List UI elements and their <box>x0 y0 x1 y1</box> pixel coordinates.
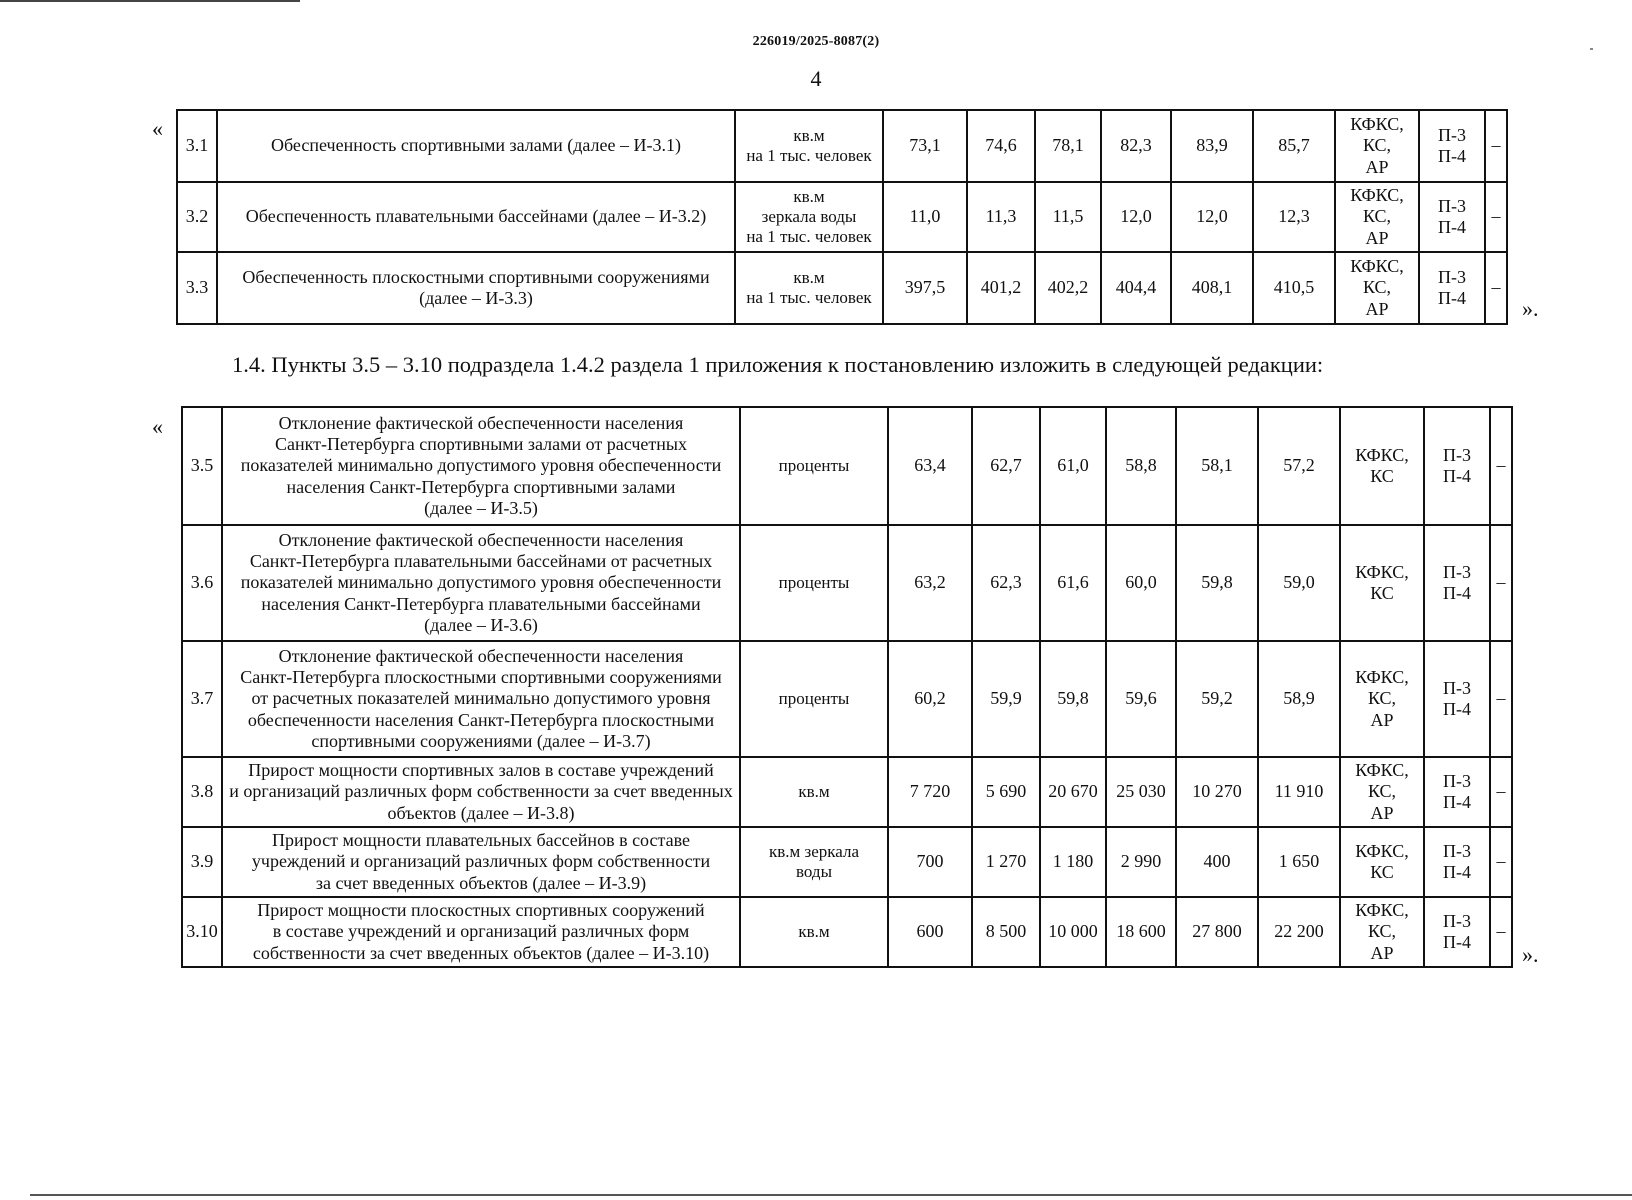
program-cell: П-3 П-4 <box>1424 641 1490 757</box>
table-row <box>182 525 1512 641</box>
executor-cell: КФКС, КС <box>1340 407 1424 525</box>
indicator-name: Обеспеченность плавательными бассейнами (далее – И-3.2) <box>217 182 735 252</box>
unit-cell: кв.м <box>740 757 888 827</box>
program-cell: П-3 П-4 <box>1424 525 1490 641</box>
table-row <box>177 182 1507 252</box>
note-cell: – <box>1485 252 1507 324</box>
value-cell: 18 600 <box>1106 897 1176 967</box>
table-row <box>182 641 1512 757</box>
close-quote-table1: ». <box>1522 296 1539 321</box>
executor-cell: КФКС, КС <box>1340 827 1424 897</box>
value-cell: 58,1 <box>1176 407 1258 525</box>
indicator-name: Отклонение фактической обеспеченности населения Санкт-Петербурга плавательными бассейнами от расчетных показателей минимально допустимого уровня обеспеченности населения Санкт-Петербурга плавательными бассейнами (далее – И-3.6) <box>222 525 740 641</box>
value-cell: 62,3 <box>972 525 1040 641</box>
program-cell: П-3 П-4 <box>1424 897 1490 967</box>
value-cell: 700 <box>888 827 972 897</box>
value-cell: 63,4 <box>888 407 972 525</box>
value-cell: 11,0 <box>883 182 967 252</box>
note-cell: – <box>1490 407 1512 525</box>
unit-cell: проценты <box>740 525 888 641</box>
table-row <box>182 757 1512 827</box>
executor-cell: КФКС, КС, АР <box>1340 757 1424 827</box>
value-cell: 11,3 <box>967 182 1035 252</box>
page-number: 4 <box>810 66 822 91</box>
executor-cell: КФКС, КС, АР <box>1340 897 1424 967</box>
unit-cell: кв.м на 1 тыс. человек <box>735 252 883 324</box>
value-cell: 60,2 <box>888 641 972 757</box>
value-cell: 2 990 <box>1106 827 1176 897</box>
row-number: 3.10 <box>182 897 222 967</box>
scan-bottom-rule <box>30 1194 1632 1196</box>
document-number: 226019/2025-8087(2) <box>752 34 880 49</box>
value-cell: 59,8 <box>1176 525 1258 641</box>
value-cell: 1 270 <box>972 827 1040 897</box>
indicator-name: Отклонение фактической обеспеченности населения Санкт-Петербурга плоскостными спортивными сооружениями от расчетных показателей минимально допустимого уровня обеспеченности населения Санкт-Петербурга плоскостными спортивными сооружениями (далее – И-3.7) <box>222 641 740 757</box>
value-cell: 12,3 <box>1253 182 1335 252</box>
scan-top-rule <box>0 0 300 2</box>
row-number: 3.3 <box>177 252 217 324</box>
note-cell: – <box>1490 525 1512 641</box>
row-number: 3.2 <box>177 182 217 252</box>
unit-cell: кв.м <box>740 897 888 967</box>
value-cell: 408,1 <box>1171 252 1253 324</box>
indicator-name: Отклонение фактической обеспеченности населения Санкт-Петербурга спортивными залами от расчетных показателей минимально допустимого уровня обеспеченности населения Санкт-Петербурга спортивными залами (далее – И-3.5) <box>222 407 740 525</box>
value-cell: 58,9 <box>1258 641 1340 757</box>
value-cell: 397,5 <box>883 252 967 324</box>
unit-cell: кв.м зеркала воды <box>740 827 888 897</box>
value-cell: 62,7 <box>972 407 1040 525</box>
value-cell: 58,8 <box>1106 407 1176 525</box>
row-number: 3.5 <box>182 407 222 525</box>
indicator-name: Обеспеченность спортивными залами (далее – И-3.1) <box>217 110 735 182</box>
unit-cell: кв.м зеркала воды на 1 тыс. человек <box>735 182 883 252</box>
row-number: 3.8 <box>182 757 222 827</box>
value-cell: 59,0 <box>1258 525 1340 641</box>
value-cell: 57,2 <box>1258 407 1340 525</box>
value-cell: 5 690 <box>972 757 1040 827</box>
table-row <box>182 827 1512 897</box>
value-cell: 78,1 <box>1035 110 1101 182</box>
value-cell: 10 000 <box>1040 897 1106 967</box>
table-row <box>177 110 1507 182</box>
executor-cell: КФКС, КС, АР <box>1335 182 1419 252</box>
amendment-paragraph: 1.4. Пункты 3.5 – 3.10 подраздела 1.4.2 раздела 1 приложения к постановлению изложить в следующей редакции: <box>232 352 1324 377</box>
value-cell: 83,9 <box>1171 110 1253 182</box>
value-cell: 20 670 <box>1040 757 1106 827</box>
value-cell: 11 910 <box>1258 757 1340 827</box>
program-cell: П-3 П-4 <box>1419 110 1485 182</box>
program-cell: П-3 П-4 <box>1419 252 1485 324</box>
value-cell: 12,0 <box>1171 182 1253 252</box>
row-number: 3.9 <box>182 827 222 897</box>
value-cell: 60,0 <box>1106 525 1176 641</box>
executor-cell: КФКС, КС, АР <box>1335 252 1419 324</box>
value-cell: 59,9 <box>972 641 1040 757</box>
note-cell: – <box>1485 110 1507 182</box>
table-row <box>182 897 1512 967</box>
indicator-table-1 <box>176 109 1508 325</box>
value-cell: 400 <box>1176 827 1258 897</box>
indicator-name: Прирост мощности плавательных бассейнов в составе учреждений и организаций различных форм собственности за счет введенных объектов (далее – И-3.9) <box>222 827 740 897</box>
row-number: 3.6 <box>182 525 222 641</box>
value-cell: 10 270 <box>1176 757 1258 827</box>
note-cell: – <box>1490 757 1512 827</box>
value-cell: 63,2 <box>888 525 972 641</box>
value-cell: 25 030 <box>1106 757 1176 827</box>
note-cell: – <box>1485 182 1507 252</box>
value-cell: 7 720 <box>888 757 972 827</box>
value-cell: 59,2 <box>1176 641 1258 757</box>
unit-cell: кв.м на 1 тыс. человек <box>735 110 883 182</box>
value-cell: 1 180 <box>1040 827 1106 897</box>
table-row <box>182 407 1512 525</box>
unit-cell: проценты <box>740 641 888 757</box>
value-cell: 59,8 <box>1040 641 1106 757</box>
indicator-name: Прирост мощности плоскостных спортивных сооружений в составе учреждений и организаций различных форм собственности за счет введенных объектов (далее – И-3.10) <box>222 897 740 967</box>
program-cell: П-3 П-4 <box>1424 757 1490 827</box>
value-cell: 12,0 <box>1101 182 1171 252</box>
value-cell: 61,6 <box>1040 525 1106 641</box>
note-cell: – <box>1490 897 1512 967</box>
value-cell: 82,3 <box>1101 110 1171 182</box>
close-quote-table2: ». <box>1522 942 1539 967</box>
value-cell: 74,6 <box>967 110 1035 182</box>
indicator-name: Обеспеченность плоскостными спортивными сооружениями (далее – И-3.3) <box>217 252 735 324</box>
open-quote-table2: « <box>152 414 163 439</box>
note-cell: – <box>1490 827 1512 897</box>
indicator-table-2 <box>181 406 1513 968</box>
executor-cell: КФКС, КС <box>1340 525 1424 641</box>
row-number: 3.7 <box>182 641 222 757</box>
executor-cell: КФКС, КС, АР <box>1335 110 1419 182</box>
value-cell: 402,2 <box>1035 252 1101 324</box>
note-cell: – <box>1490 641 1512 757</box>
open-quote-table1: « <box>152 116 163 141</box>
value-cell: 401,2 <box>967 252 1035 324</box>
value-cell: 27 800 <box>1176 897 1258 967</box>
value-cell: 61,0 <box>1040 407 1106 525</box>
program-cell: П-3 П-4 <box>1424 407 1490 525</box>
value-cell: 59,6 <box>1106 641 1176 757</box>
value-cell: 600 <box>888 897 972 967</box>
program-cell: П-3 П-4 <box>1424 827 1490 897</box>
program-cell: П-3 П-4 <box>1419 182 1485 252</box>
executor-cell: КФКС, КС, АР <box>1340 641 1424 757</box>
row-number: 3.1 <box>177 110 217 182</box>
value-cell: 85,7 <box>1253 110 1335 182</box>
value-cell: 1 650 <box>1258 827 1340 897</box>
indicator-name: Прирост мощности спортивных залов в составе учреждений и организаций различных форм собственности за счет введенных объектов (далее – И-3.8) <box>222 757 740 827</box>
value-cell: 11,5 <box>1035 182 1101 252</box>
table-row <box>177 252 1507 324</box>
value-cell: 73,1 <box>883 110 967 182</box>
value-cell: 8 500 <box>972 897 1040 967</box>
value-cell: 404,4 <box>1101 252 1171 324</box>
unit-cell: проценты <box>740 407 888 525</box>
value-cell: 22 200 <box>1258 897 1340 967</box>
value-cell: 410,5 <box>1253 252 1335 324</box>
